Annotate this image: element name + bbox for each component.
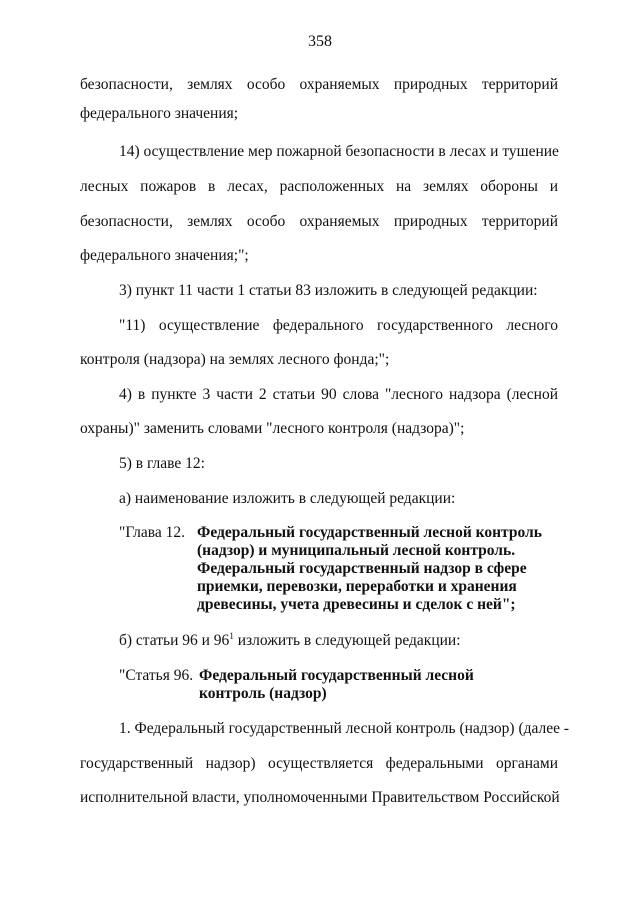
chapter-heading-line: приемки, перевозки, переработки и хранения [197,578,517,595]
chapter-label: "Глава 12. [119,524,185,541]
chapter-heading-line: Федеральный государственный надзор в сфере [197,560,527,577]
article-heading-line: контроль (надзор) [199,685,327,702]
text-line: контроля (надзора) на землях лесного фонда;"; [80,351,390,368]
superscript: 1 [229,630,234,641]
text-line: "11) осуществление федерального государственного лесного [119,317,558,334]
article-heading-line: Федеральный государственный лесной [199,667,474,684]
chapter-heading-line: древесины, учета древесины и сделок с ней"; [197,596,516,613]
text-line: а) наименование изложить в следующей редакции: [119,490,456,507]
text-line: 5) в главе 12: [119,455,205,472]
text-line: безопасности, землях особо охраняемых природных территорий [80,213,558,230]
page-number: 358 [308,33,332,50]
article-label: "Статья 96. [119,667,194,684]
text-line: 3) пункт 11 части 1 статьи 83 изложить в следующей редакции: [119,282,538,299]
text-line [119,632,461,650]
text-line: федерального значения; [80,105,239,122]
text-line: лесных пожаров в лесах, расположенных на землях обороны и [80,178,558,195]
text-fragment: изложить в следующей редакции: [233,632,461,649]
text-line: безопасности, землях особо охраняемых природных территорий [80,76,558,93]
text-line: 4) в пункте 3 части 2 статьи 90 слова "лесного надзора (лесной [119,386,558,403]
text-line: 14) осуществление мер пожарной безопасности в лесах и тушение [119,143,559,160]
text-line: государственный надзор) осуществляется федеральными органами [80,755,558,772]
text-fragment: б) статьи 96 и 96 [119,632,230,649]
text-line: исполнительной власти, уполномоченными Правительством Российской [80,789,560,806]
chapter-heading-line: (надзор) и муниципальный лесной контроль. [197,542,516,559]
chapter-heading-line: Федеральный государственный лесной контроль [197,524,542,541]
text-line: охраны)" заменить словами "лесного контроля (надзора)"; [80,420,465,437]
text-line: федерального значения;"; [80,247,249,264]
text-line: 1. Федеральный государственный лесной контроль (надзор) (далее - [119,720,570,737]
